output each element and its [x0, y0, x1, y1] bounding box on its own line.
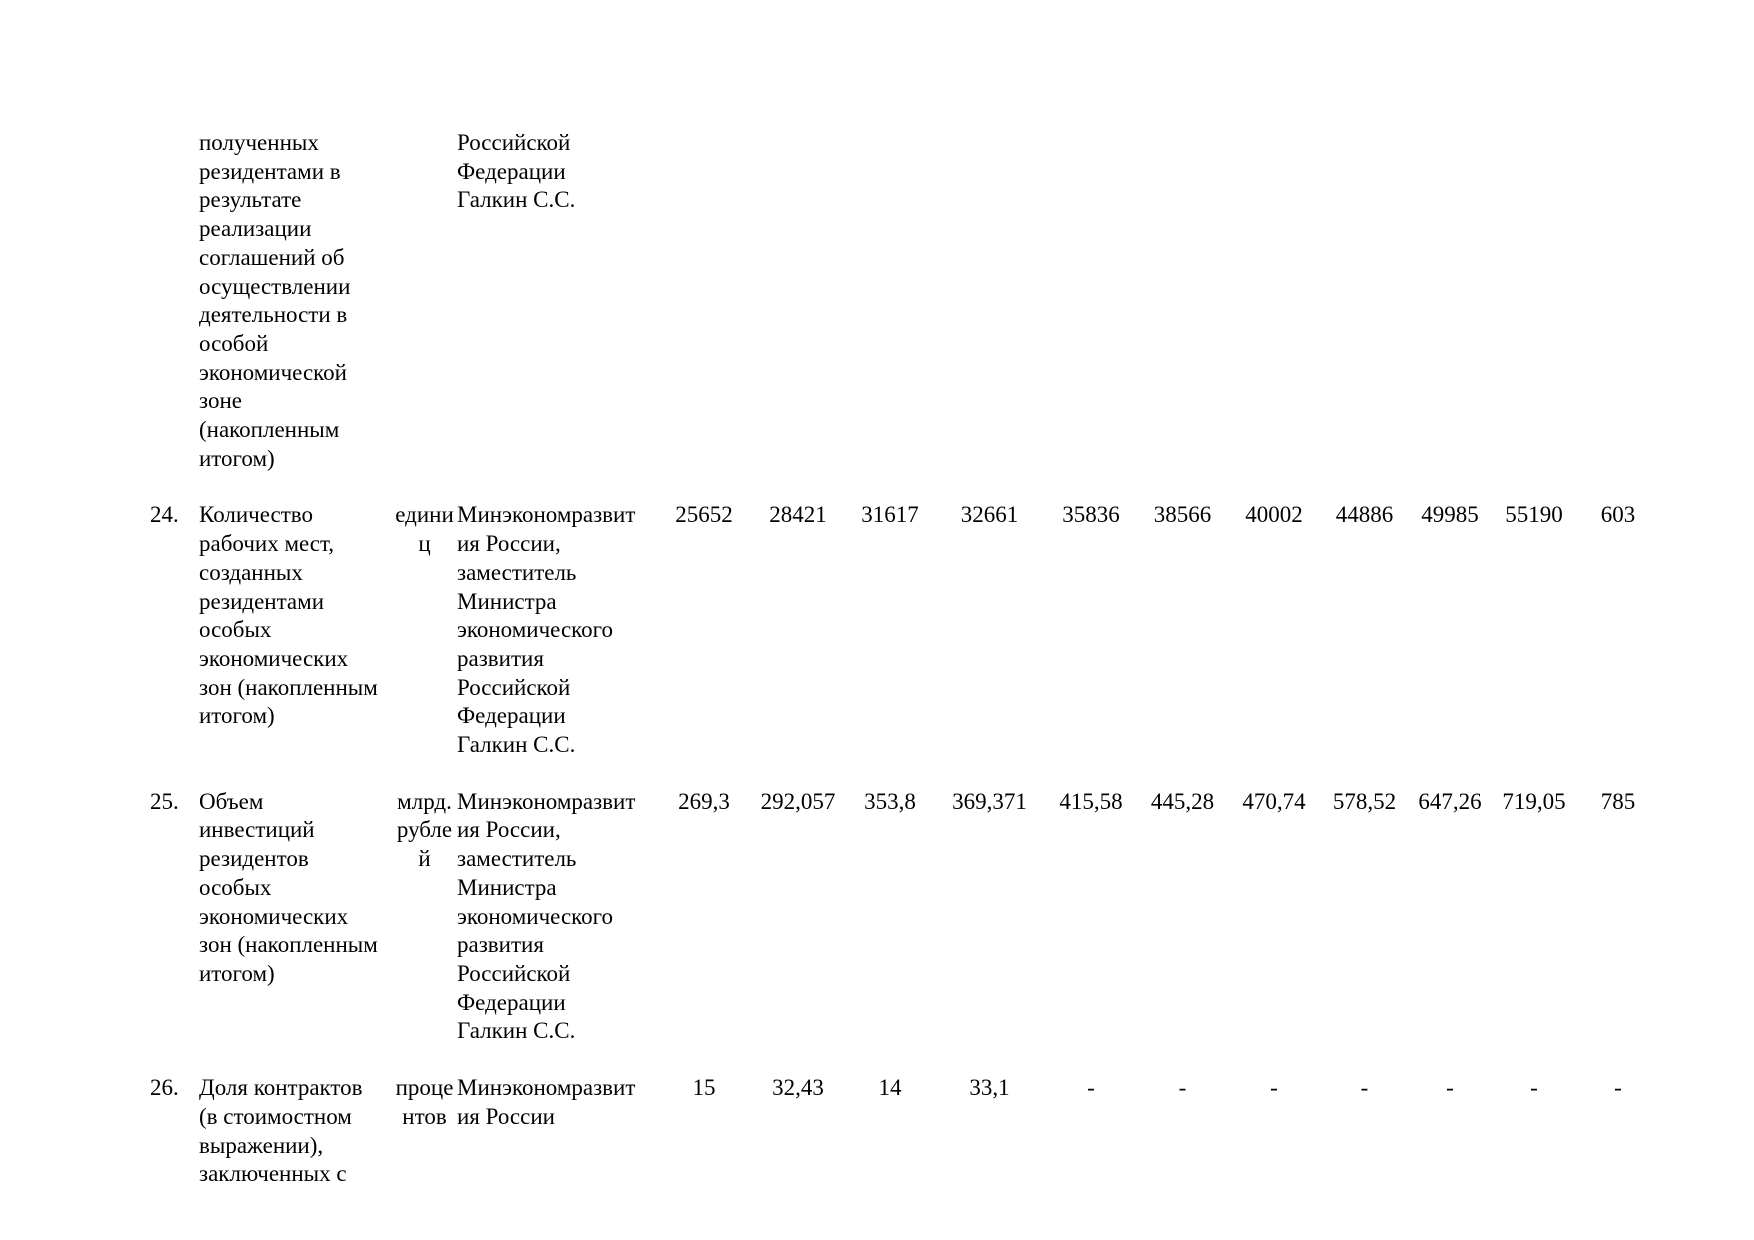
- value-cell: 578,52: [1332, 788, 1397, 814]
- value-cell: 49985: [1421, 502, 1479, 528]
- text-line: полученных: [199, 130, 319, 155]
- text-line: ц: [418, 531, 431, 557]
- text-line: экономического: [457, 903, 614, 929]
- text-line: экономической: [199, 359, 347, 385]
- value-cell: 25652: [675, 502, 733, 528]
- table-row-continuation: [150, 129, 1660, 501]
- unit-cell: [392, 129, 457, 501]
- value-cell: -: [1530, 1075, 1538, 1101]
- text-line: Федерации: [457, 989, 566, 1015]
- text-line: Галкин С.С.: [457, 732, 576, 758]
- text-line: й: [418, 846, 431, 872]
- text-line: развития: [457, 645, 544, 671]
- text-line: Российской: [457, 130, 571, 155]
- responsible-cell: [457, 1074, 657, 1189]
- value-cell: 32,43: [772, 1075, 824, 1101]
- row-number-cell: [150, 129, 199, 501]
- value-cell: -: [1446, 1075, 1454, 1101]
- value-cell: 14: [878, 1075, 902, 1101]
- value-cell: 353,8: [864, 788, 916, 814]
- value-cell: 470,74: [1242, 788, 1306, 814]
- value-cell: 719,05: [1502, 788, 1566, 814]
- value-cell: 445,28: [1150, 788, 1215, 814]
- text-line: заключенных с: [199, 1161, 347, 1187]
- text-line: инвестиций: [199, 817, 315, 843]
- text-line: развития: [457, 932, 544, 958]
- text-line: Федерации: [457, 703, 566, 729]
- value-cell: 292,057: [760, 788, 836, 814]
- row-number-cell: 26.: [150, 1075, 179, 1101]
- text-line: экономического: [457, 617, 614, 643]
- text-line: зоне: [199, 388, 242, 414]
- text-line: едини: [395, 502, 454, 528]
- text-line: соглашений об: [199, 244, 345, 270]
- text-line: рабочих мест,: [199, 531, 335, 557]
- text-line: резидентами: [199, 588, 325, 614]
- text-line: Минэкономразвит: [457, 788, 636, 814]
- text-line: млрд.: [397, 788, 452, 814]
- text-line: зон (накопленным: [199, 932, 378, 958]
- value-cell: 269,3: [678, 788, 730, 814]
- text-line: Доля контрактов: [199, 1075, 363, 1101]
- text-line: ия России,: [457, 531, 561, 557]
- text-line: нтов: [402, 1103, 447, 1129]
- value-cell: 32661: [960, 502, 1019, 528]
- text-line: резидентов: [199, 846, 309, 872]
- table-row: [150, 501, 1660, 787]
- text-line: зон (накопленным: [199, 674, 378, 700]
- text-line: ия России: [457, 1103, 555, 1129]
- value-cell: 31617: [861, 502, 919, 528]
- value-cell: 647,26: [1418, 788, 1482, 814]
- indicators-table: [150, 129, 1660, 1189]
- text-line: особых: [199, 617, 272, 643]
- text-line: осуществлении: [199, 273, 351, 299]
- text-line: итогом): [199, 703, 275, 729]
- text-line: Российской: [457, 960, 571, 986]
- table-row: [150, 788, 1660, 1074]
- text-line: итогом): [199, 445, 275, 471]
- text-line: Галкин С.С.: [457, 187, 576, 213]
- text-line: Минэкономразвит: [457, 1075, 636, 1101]
- value-cell: 15: [692, 1075, 716, 1101]
- unit-cell: [392, 788, 457, 1074]
- text-line: выражении),: [199, 1132, 324, 1158]
- value-cell: 35836: [1062, 502, 1120, 528]
- text-line: экономических: [199, 645, 349, 671]
- text-line: созданных: [199, 559, 303, 585]
- text-line: проце: [395, 1075, 454, 1101]
- text-line: деятельности в: [199, 302, 348, 328]
- value-cell: -: [1360, 1075, 1369, 1101]
- text-line: экономических: [199, 903, 349, 929]
- responsible-cell: [457, 501, 657, 787]
- text-line: Количество: [199, 502, 313, 528]
- value-cell: -: [1270, 1075, 1278, 1101]
- indicator-name-cell: [199, 129, 392, 501]
- value-cell: 40002: [1245, 502, 1303, 528]
- text-line: Министра: [457, 588, 557, 614]
- text-line: реализации: [199, 216, 312, 242]
- text-line: Российской: [457, 674, 571, 700]
- value-cell: 369,371: [952, 788, 1027, 814]
- indicator-name-cell: [199, 1074, 392, 1189]
- value-cell: 28421: [769, 502, 827, 528]
- indicator-name-cell: [199, 788, 392, 1074]
- text-line: заместитель: [457, 559, 577, 585]
- value-cell: 415,58: [1059, 788, 1123, 814]
- table-row: [150, 1074, 1660, 1189]
- row-number-cell: 24.: [150, 502, 179, 528]
- text-line: Федерации: [457, 158, 566, 184]
- responsible-cell: [457, 788, 657, 1074]
- responsible-cell: [457, 129, 657, 501]
- text-line: ия России,: [457, 817, 561, 843]
- text-line: заместитель: [457, 846, 577, 872]
- unit-cell: [392, 1074, 457, 1189]
- text-line: особых: [199, 874, 272, 900]
- text-line: итогом): [199, 960, 275, 986]
- text-line: Минэкономразвит: [457, 502, 636, 528]
- value-cell: -: [1087, 1075, 1095, 1101]
- value-cell: 55190: [1505, 502, 1563, 528]
- value-cell: 44886: [1335, 502, 1394, 528]
- text-line: (в стоимостном: [199, 1103, 352, 1129]
- value-cell: 38566: [1153, 502, 1212, 528]
- value-cell: -: [1178, 1075, 1187, 1101]
- text-line: особой: [199, 330, 269, 356]
- indicator-name-cell: [199, 501, 392, 787]
- value-cell: 603: [1600, 502, 1636, 528]
- text-line: рубле: [396, 817, 453, 843]
- value-cell: -: [1614, 1075, 1622, 1101]
- text-line: (накопленным: [199, 417, 340, 443]
- text-line: Объем: [199, 788, 264, 814]
- text-line: Министра: [457, 874, 557, 900]
- text-line: резидентами в: [199, 158, 341, 184]
- unit-cell: [392, 501, 457, 787]
- text-line: Галкин С.С.: [457, 1018, 576, 1044]
- value-cell: 33,1: [969, 1075, 1010, 1101]
- value-cell: 785: [1600, 788, 1636, 814]
- text-line: результате: [199, 187, 302, 213]
- row-number-cell: 25.: [150, 788, 179, 814]
